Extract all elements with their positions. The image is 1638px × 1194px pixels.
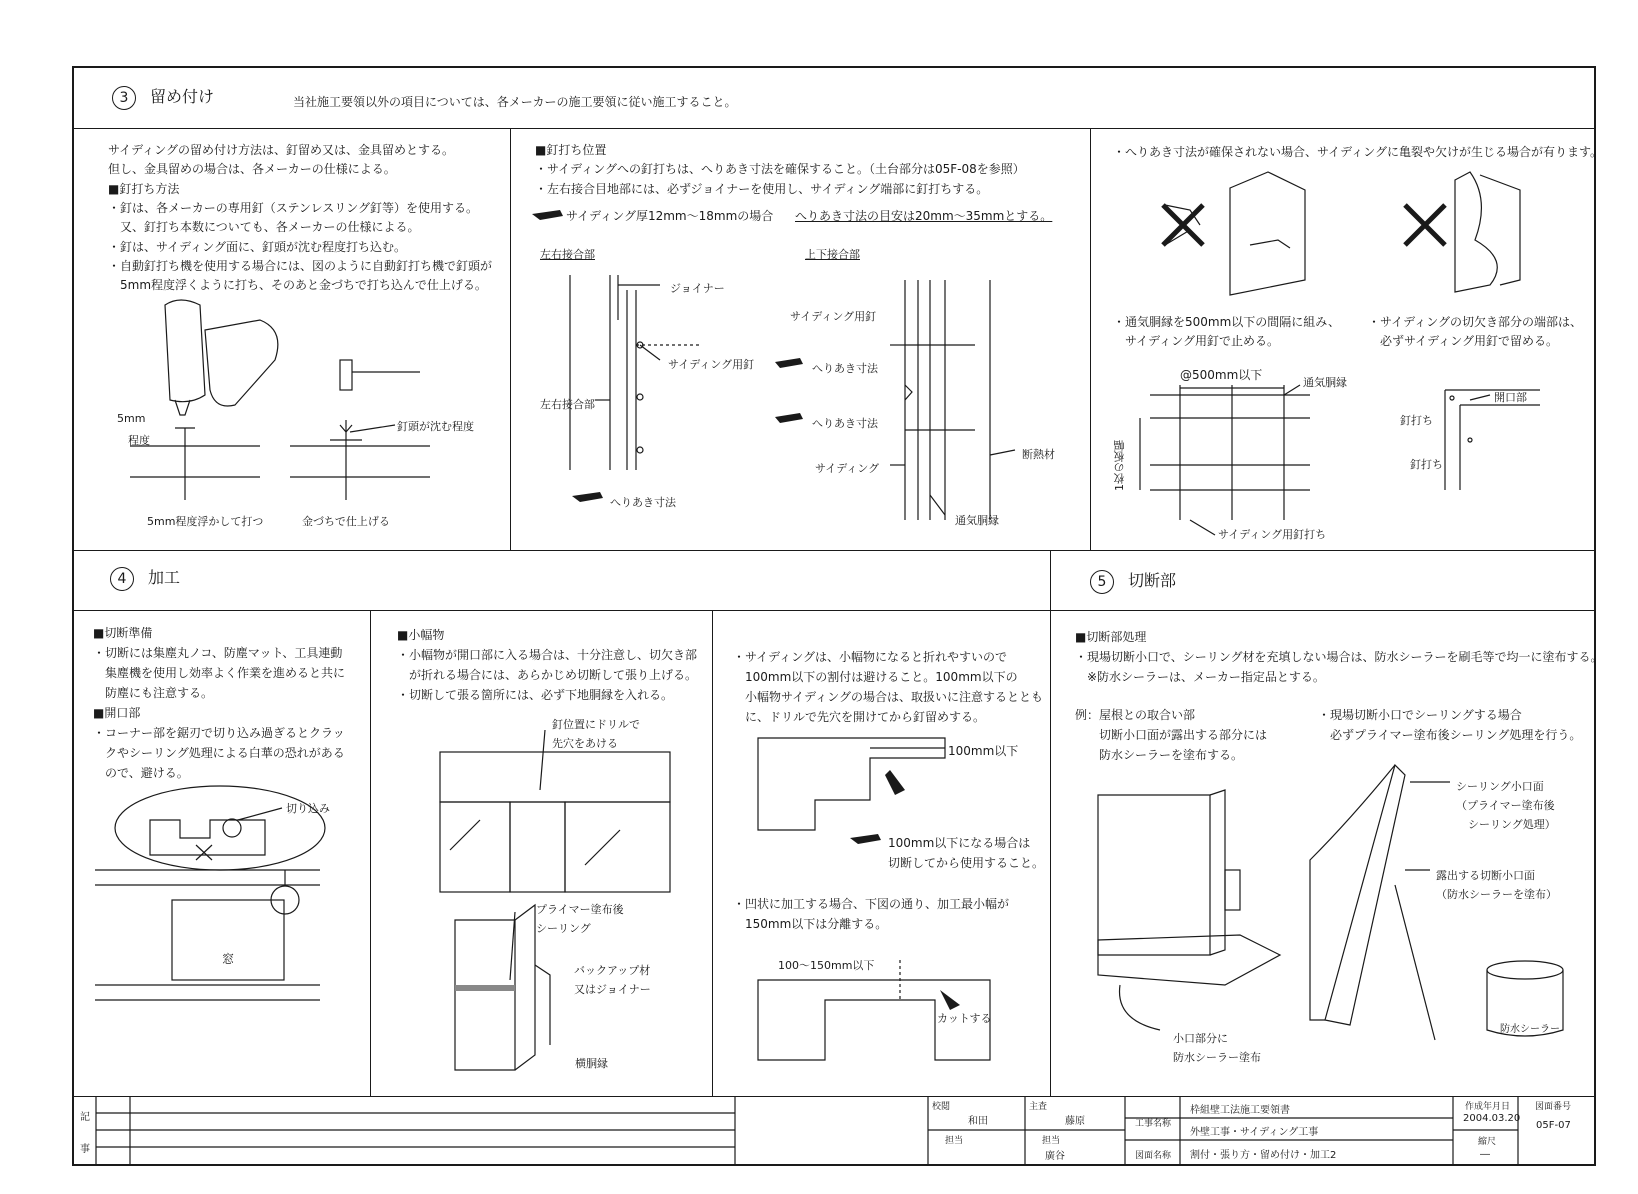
col3-right-note: ・サイディングの切欠き部分の端部は、 [1368,315,1582,329]
label-seal-face: シーリング小口面 [1456,780,1544,793]
label-edge-distance-3: へりあき寸法 [812,417,878,430]
tb-shusa-name: 藤原 [1065,1116,1085,1127]
kakou3-note: 100mm以下になる場合は [888,836,1031,850]
kakou2-line: ・切断して張る箇所には、必ず下地胴縁を入れる。 [397,688,674,702]
section3-number: 3 [112,86,136,110]
kakou3-line: 小幅物サイディングの場合は、取扱いに注意するととも [733,690,1043,704]
label-joiner: ジョイナー [670,282,725,295]
kakou1-line: 防塵にも注意する。 [93,686,214,700]
label-drill: 釘位置にドリルで [552,718,640,731]
tb-scale: ― [1480,1149,1490,1160]
col2-line: ・サイディングへの釘打ちは、へりあき寸法を確保すること。（土台部分は05F-08を参照） [535,162,1025,176]
label-teido: 程度 [128,434,150,447]
section5-title: 切断部 [1128,571,1177,590]
section3-note: 当社施工要領以外の項目については、各メーカーの施工要領に従い施工すること。 [293,95,737,109]
caption-hammer-finish: 金づちで仕上げる [302,515,390,528]
label-siding-nail: サイディング用釘 [668,358,755,371]
label-yoko-furring: 横胴縁 [575,1057,608,1070]
tb-zumen-name: 割付・張り方・留め付け・加工2 [1190,1150,1337,1161]
label-backup: バックアップ材 [574,964,651,977]
tb-no-label: 図面番号 [1535,1102,1572,1112]
kakou2-line: が折れる場合には、あらかじめ切断して張り上げる。 [397,668,698,682]
col2-thickness-note: サイディング厚12mm～18mmの場合 [566,209,774,223]
label-5mm: 5mm [117,412,146,425]
label-insulation: 断熱材 [1022,448,1055,461]
setsudan-heading: ■切断部処理 [1075,630,1147,644]
kakou3-note: 切断してから使用すること。 [888,856,1045,870]
label-nail-head: 釘頭が沈む程度 [397,420,474,433]
section4-title: 加工 [148,568,181,587]
col3-left-note: サイディング用釘で止める。 [1113,334,1279,348]
col1-line: サイディングの留め付け方法は、釘留め又は、金具留めとする。 [108,143,454,157]
label-can: 防水シーラー [1500,1024,1560,1035]
col2-line: ・左右接合目地部には、必ずジョイナーを使用し、サイディング端部に釘打ちする。 [535,182,989,196]
caption-float-nail: 5mm程度浮かして打つ [147,515,264,528]
kakou2-line: ・小幅物が開口部に入る場合は、十分注意し、切欠き部 [397,648,698,662]
tb-tantou2-label: 担当 [1042,1136,1061,1146]
tb-ji: 事 [80,1144,90,1155]
col1-line: ・自動釘打ち機を使用する場合には、図のように自動釘打ち機で釘頭が [108,259,493,273]
label-seal-face: シーリング処理） [1468,818,1556,831]
tb-date: 2004.03.20 [1463,1113,1521,1124]
col2-edge-note: へりあき寸法の目安は20mm～35mmとする。 [795,209,1053,223]
tb-ki: 記 [80,1112,90,1123]
kakou1-line: ■切断準備 [93,626,153,640]
label-primer: シーリング [536,922,591,935]
label-500mm: @500mm以下 [1180,368,1263,382]
label-edge-distance-2: へりあき寸法 [812,362,878,375]
col1-line: 又、釘打ち本数についても、各メーカーの仕様による。 [108,220,420,234]
col1-line: ・釘は、各メーカーの専用釘（ステンレスリング釘等）を使用する。 [108,201,479,215]
setsudan-ex-left: 防水シーラーを塗布する。 [1075,748,1244,762]
kakou3-line2: 150mm以下は分離する。 [733,917,888,931]
section3-title: 留め付け [150,87,215,106]
section5-number: 5 [1090,570,1114,594]
label-koguchi: 防水シーラー塗布 [1173,1051,1261,1064]
kakou3-line2: ・凹状に加工する場合、下図の通り、加工最小幅が [733,897,1010,911]
tb-shusa-label: 主査 [1029,1102,1048,1112]
tb-zumen-label: 図面名称 [1135,1151,1172,1161]
kakou1-line: ・切断には集塵丸ノコ、防塵マット、工具連動 [93,646,343,660]
label-seal-face: （プライマー塗布後 [1456,799,1555,812]
label-furring: 通気胴縁 [955,514,999,527]
col1-line: ■釘打ち方法 [108,182,180,196]
label-siding-nail-2: サイディング用釘 [790,310,877,323]
col1-line: ・釘は、サイディング面に、釘頭が沈む程度打ち込む。 [108,240,406,254]
label-edge-distance: へりあき寸法 [610,496,676,509]
label-lr-joint-title: 左右接合部 [540,248,595,261]
tb-tantou2-name: 廣谷 [1045,1151,1065,1162]
setsudan-ex-right: 必ずプライマー塗布後シーリング処理を行う。 [1318,728,1582,742]
col3-line: ・へりあき寸法が確保されない場合、サイディングに亀裂や欠けが生じる場合が有ります。 [1113,145,1603,159]
label-cutting: カットする [937,1012,992,1025]
tb-kouji-label: 工事名称 [1135,1119,1172,1129]
tb-kouketsu-label: 校閲 [932,1102,951,1112]
label-exposed: （防水シーラーを塗布） [1436,888,1557,901]
kakou1-line: ■開口部 [93,706,141,720]
label-board-width: 1枚の板幅 [1113,440,1126,491]
setsudan-ex-left: 例：屋根との取合い部 [1075,708,1196,722]
label-ud-joint-title: 上下接合部 [805,248,860,261]
kakou3-line: ・サイディングは、小幅物になると折れやすいので [733,650,1007,664]
setsudan-ex-right: ・現場切断小口でシーリングする場合 [1318,708,1522,722]
label-furring-3: 通気胴縁 [1303,376,1347,389]
kakou1-line: 集塵機を使用し効率よく作業を進めると共に [93,666,346,680]
setsudan-line: ・現場切断小口で、シーリング材を充填しない場合は、防水シーラーを刷毛等で均一に塗布する。 [1075,650,1603,664]
label-primer: プライマー塗布後 [536,903,624,916]
setsudan-ex-left: 切断小口面が露出する部分には [1075,728,1268,742]
tb-tantou1-label: 担当 [945,1136,964,1146]
tb-kouketsu-name: 和田 [968,1116,988,1127]
kakou1-line: クやシーリング処理による白華の恐れがある [93,746,345,760]
kakou3-line: 100mm以下の割付は避けること。100mm以下の [733,670,1018,684]
label-100mm: 100mm以下 [948,744,1019,758]
col3-left-note: ・通気胴縁を500mm以下の間隔に組み、 [1113,315,1341,329]
label-backup: 又はジョイナー [574,983,651,996]
label-drill: 先穴をあける [552,737,618,750]
label-opening: 開口部 [1494,391,1527,404]
tb-kouji-line1: 枠組壁工法施工要領書 [1190,1105,1290,1116]
tb-scale-label: 縮尺 [1478,1137,1497,1147]
kakou2-line: ■小幅物 [397,628,445,642]
kakou1-line: ・コーナー部を鋸刃で切り込み過ぎるとクラッ [93,726,345,740]
label-nail-b: 釘打ち [1410,458,1443,471]
label-100-150: 100～150mm以下 [778,959,875,972]
label-lr-joint: 左右接合部 [540,398,595,411]
col2-heading: ■釘打ち位置 [535,143,607,157]
label-koguchi: 小口部分に [1173,1032,1228,1045]
tb-no: 05F-07 [1536,1120,1571,1131]
label-nail-a: 釘打ち [1400,414,1433,427]
tb-kouji-line2: 外壁工事・サイディング工事 [1190,1127,1319,1138]
col1-line: 但し、金具留めの場合は、各メーカーの仕様による。 [108,162,396,176]
label-kirikomi: 切り込み [286,802,330,815]
section4-number: 4 [110,567,134,591]
col3-right-note: 必ずサイディング用釘で留める。 [1368,334,1558,348]
setsudan-line: ※防水シーラーは、メーカー指定品とする。 [1075,670,1325,684]
label-siding: サイディング [815,462,880,475]
label-exposed: 露出する切断小口面 [1436,869,1535,882]
tb-date-label: 作成年月日 [1465,1102,1511,1112]
kakou1-line: ので、避ける。 [93,766,189,780]
kakou3-line: に、ドリルで先穴を開けてから釘留めする。 [733,710,986,724]
col1-line: 5mm程度浮くように打ち、そのあと金づちで打ち込んで仕上げる。 [108,278,487,292]
label-window: 窓 [222,952,235,966]
label-nailing: サイディング用釘打ち [1218,528,1327,541]
